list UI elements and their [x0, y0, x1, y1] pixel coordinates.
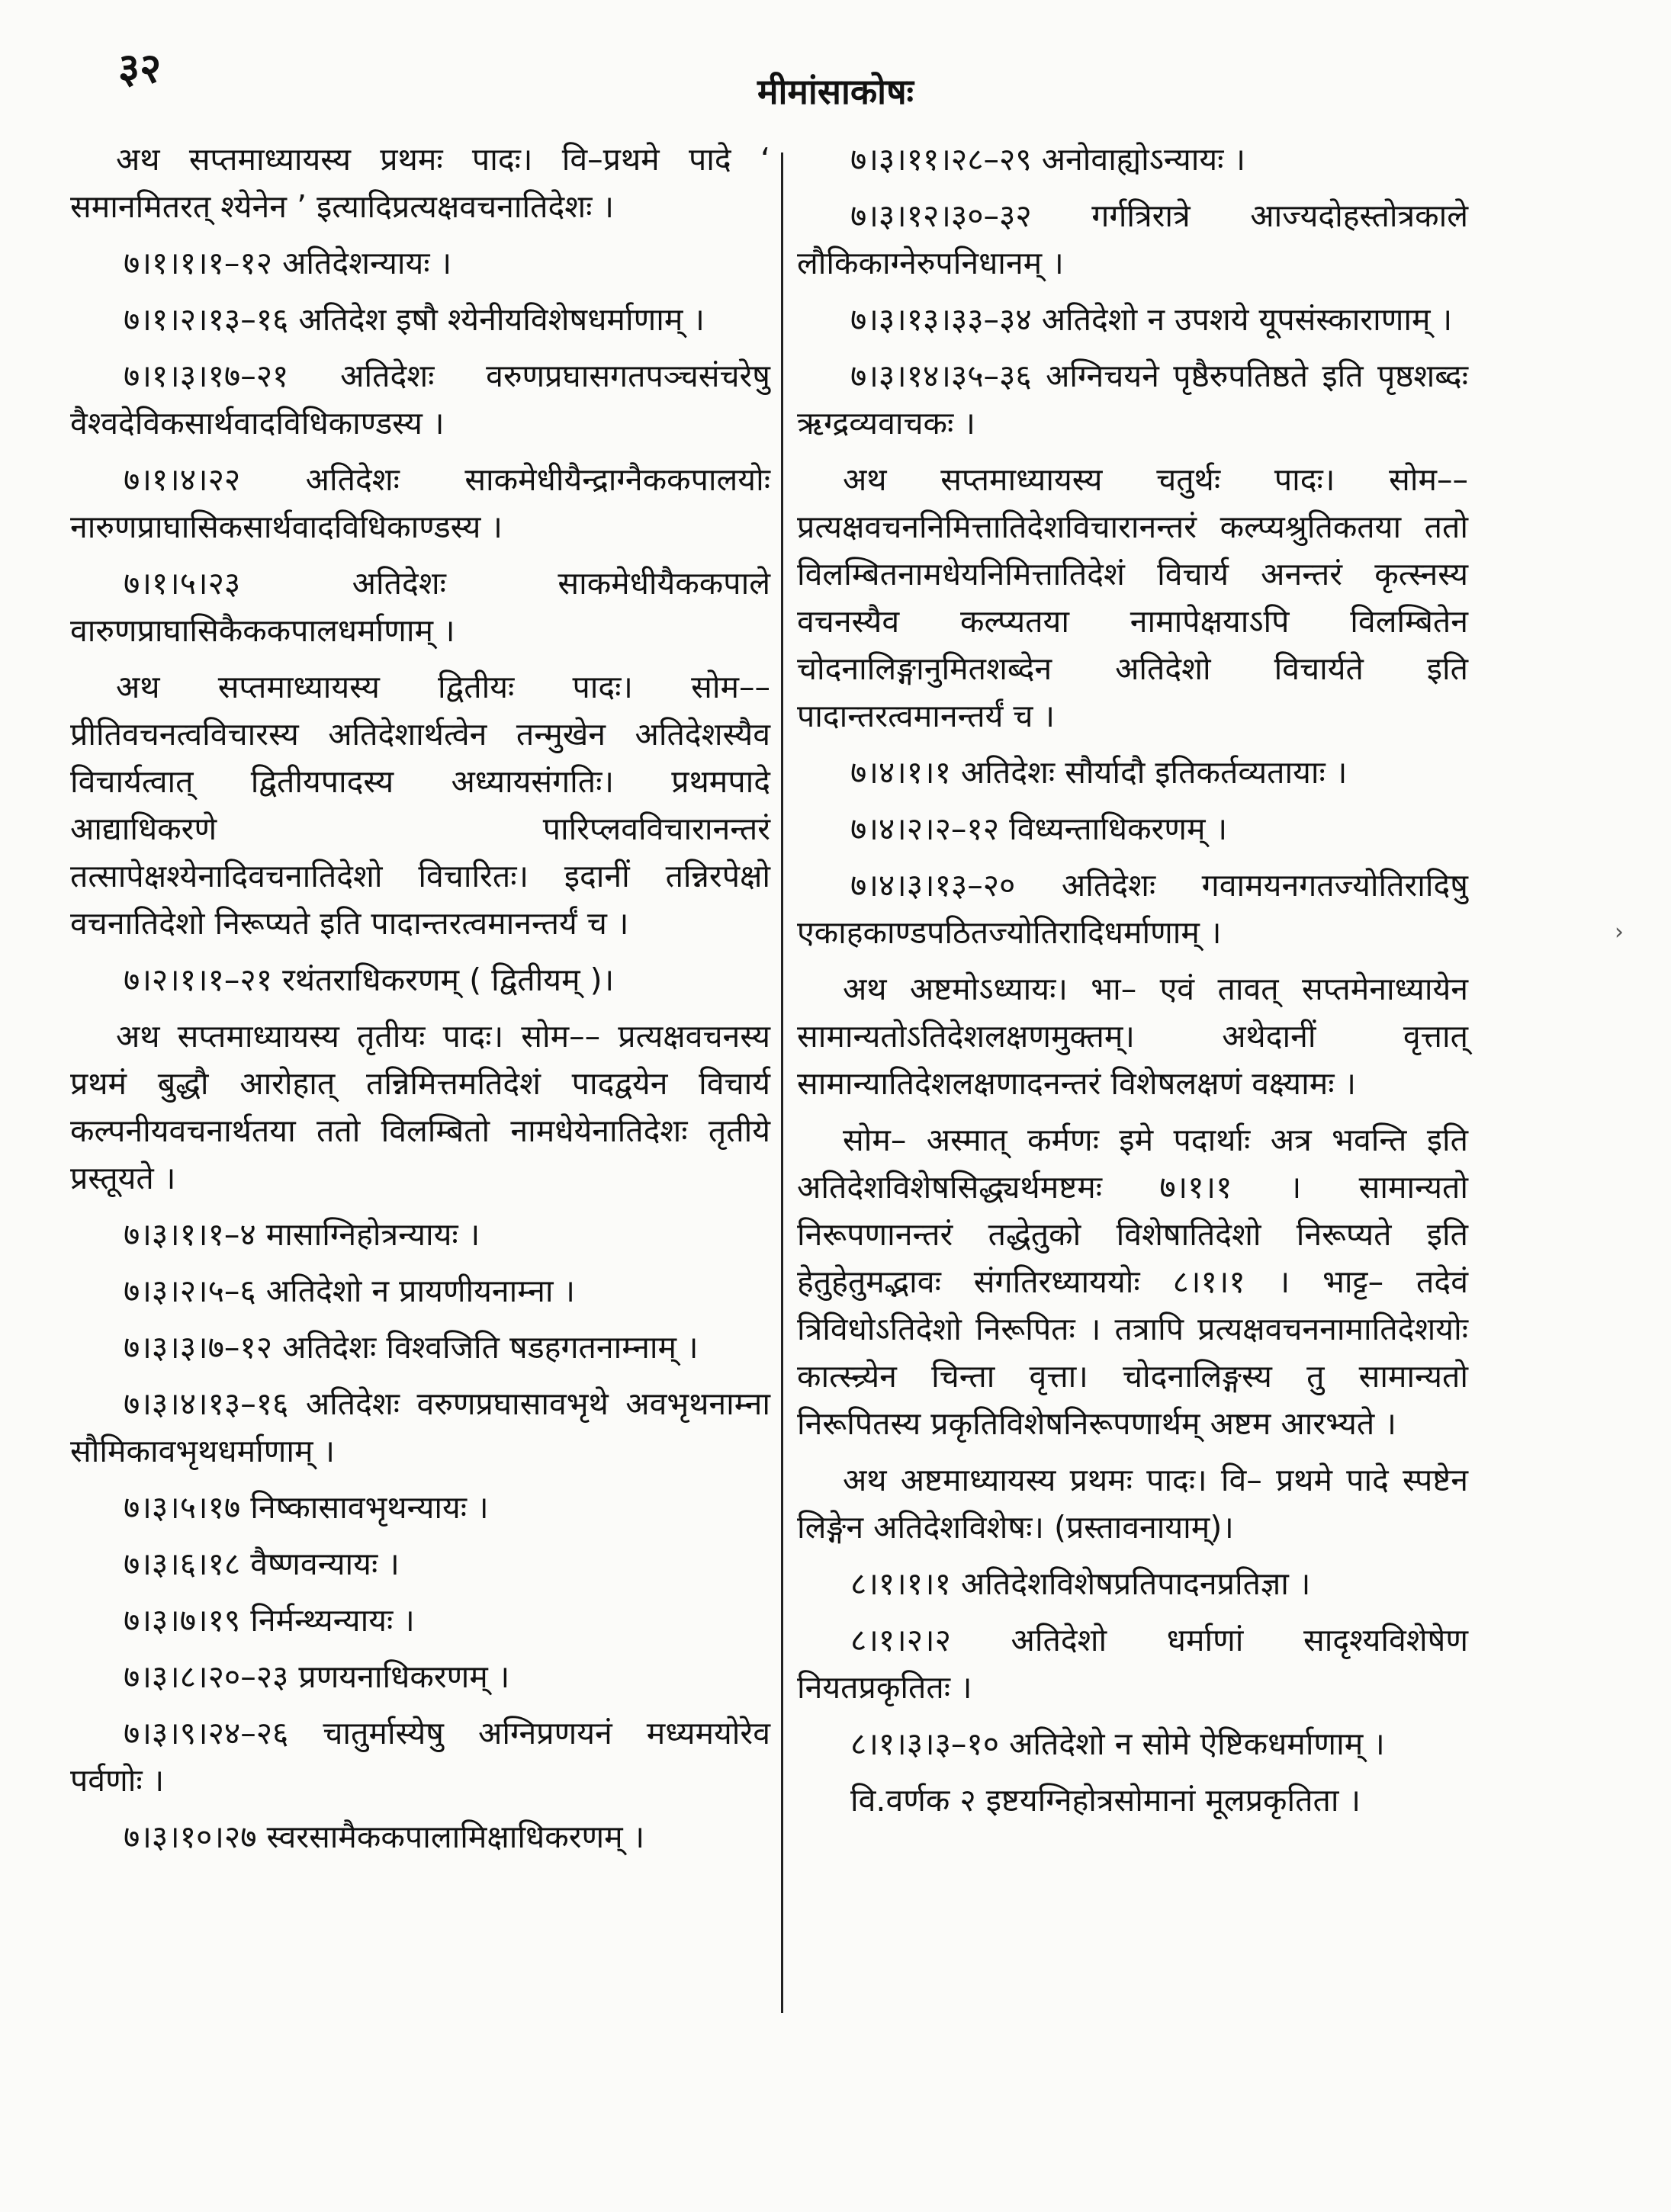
- index-entry: ७।३।८।२०–२३ प्रणयनाधिकरणम् ।: [124, 1658, 510, 1695]
- index-entry: ७।३।१०।२७ स्वरसामैककपालामिक्षाधिकरणम् ।: [124, 1819, 645, 1855]
- section-heading-paragraph: अथ सप्तमाध्यायस्य चतुर्थः पादः। सोम–– प्रत्यक्षवचननिमित्तातिदेशविचारानन्तरं कल्प्यश्रुतिकतया ततो विलम्बितनामधेयनिमित्तातिदेशं विचार्य अनन्तरं कृत्स्नस्य वचनस्यैव कल्प्यतया नामापेक्षयाऽपि विलम्बितेन चोदनालिङ्गानुमितशब्देन अतिदेशो विचार्यते इति पादान्तरत्वमानन्तर्यं च ।: [797, 461, 1468, 734]
- left-column: [70, 136, 770, 2182]
- index-entry: ८।१।२।२ अतिदेशो धर्माणां सादृश्यविशेषेण नियतप्रकृतितः ।: [797, 1622, 1468, 1706]
- page-number: ३२: [118, 44, 162, 92]
- index-entry: ७।३।५।१७ निष्कासावभृथन्यायः ।: [124, 1489, 489, 1526]
- index-entry: ७।२।१।१–२१ रथंतराधिकरणम् ( द्वितीयम् )।: [124, 962, 615, 998]
- section-heading-paragraph: सोम– अस्मात् कर्मणः इमे पदार्थाः अत्र भवन्ति इति अतिदेशविशेषसिद्ध्यर्थमष्टमः ७।१।१ । सामान्यतो निरूपणानन्तरं तद्धेतुको विशेषातिदेशो निरूप्यते इति हेतुहेतुमद्भावः संगतिरध्याययोः ८।१।१ । भाट्ट– तदेवं त्रिविधोऽतिदेशो निरूपितः । तत्रापि प्रत्यक्षवचननामातिदेशयोः कात्स्न्र्येन चिन्ता वृत्ता। चोदनालिङ्गस्य तु सामान्यतो निरूपितस्य प्रकृतिविशेषनिरूपणार्थम् अष्टम आरभ्यते ।: [797, 1122, 1468, 1442]
- section-heading-paragraph: अथ सप्तमाध्यायस्य प्रथमः पादः। वि–प्रथमे पादे ‘ समानमितरत् श्येनेन ’ इत्यादिप्रत्यक्षवचनातिदेशः ।: [70, 141, 770, 225]
- index-entry: ७।४।२।२–१२ विध्यन्ताधिकरणम् ।: [850, 811, 1228, 847]
- index-entry: ७।३।११।२८–२९ अनोवाह्योऽन्यायः ।: [850, 141, 1245, 178]
- index-entry: ७।३।१।१–४ मासाग्निहोत्रन्यायः ।: [124, 1216, 480, 1253]
- section-heading-paragraph: अथ सप्तमाध्यायस्य द्वितीयः पादः। सोम–– प्रीतिवचनत्वविचारस्य अतिदेशार्थत्वेन तन्मुखेन अतिदेशस्यैव विचार्यत्वात् द्वितीयपादस्य अध्यायसंगतिः। प्रथमपादे आद्याधिकरणे पारिप्लवविचारानन्तरं तत्सापेक्षश्येनादिवचनातिदेशो विचारितः। इदानीं तन्निरपेक्षो वचनातिदेशो निरूप्यते इति पादान्तरत्वमानन्तर्यं च ।: [70, 669, 770, 942]
- index-entry: ७।१।२।१३–१६ अतिदेश इषौ श्येनीयविशेषधर्माणाम् ।: [124, 301, 705, 338]
- index-entry: ७।३।१३।३३–३४ अतिदेशो न उपशये यूपसंस्काराणाम् ।: [850, 301, 1453, 338]
- index-entry: वि.वर्णक २ इष्टयग्निहोत्रसोमानां मूलप्रकृतिता ।: [850, 1782, 1361, 1819]
- index-entry: ८।१।१।१ अतिदेशविशेषप्रतिपादनप्रतिज्ञा ।: [850, 1565, 1311, 1602]
- index-entry: ७।१।४।२२ अतिदेशः साकमेधीयैन्द्राग्नैककपालयोः नारुणप्राघासिकसार्थवादविधिकाण्डस्य ।: [70, 461, 770, 545]
- index-entry: ७।४।३।१३–२० अतिदेशः गवामयनगतज्योतिरादिषु एकाहकाण्डपठितज्योतिरादिधर्माणाम् ।: [797, 867, 1468, 951]
- index-entry: ७।१।१।१–१२ अतिदेशन्यायः ।: [124, 245, 452, 281]
- index-entry: ७।३।६।१८ वैष्णवन्यायः ।: [124, 1546, 400, 1582]
- page-title: मीमांसाकोषः: [757, 71, 914, 112]
- index-entry: ७।३।१४।३५–३६ अग्निचयने पृष्ठैरुपतिष्ठते इति पृष्ठशब्दः ऋग्द्रव्यवाचकः ।: [797, 358, 1468, 441]
- index-entry: ७।३।९।२४–२६ चातुर्मास्येषु अग्निप्रणयनं मध्यमयोरेव पर्वणोः ।: [70, 1715, 770, 1799]
- index-entry: ७।३।२।५–६ अतिदेशो न प्रायणीयनाम्ना ।: [124, 1273, 576, 1309]
- index-entry: ८।१।३।३–१० अतिदेशो न सोमे ऐष्टिकधर्माणाम् ।: [850, 1726, 1385, 1762]
- section-heading-paragraph: अथ अष्टमाध्यायस्य प्रथमः पादः। वि– प्रथमे पादे स्पष्टेन लिङ्गेन अतिदेशविशेषः। (प्रस्तावनायाम्)।: [797, 1462, 1468, 1546]
- section-heading-paragraph: अथ सप्तमाध्यायस्य तृतीयः पादः। सोम–– प्रत्यक्षवचनस्य प्रथमं बुद्धौ आरोहात् तन्निमित्तमतिदेशं पादद्वयेन विचार्य कल्पनीयवचनार्थतया ततो विलम्बितो नामधेयेनातिदेशः तृतीये प्रस्तूयते ।: [70, 1018, 770, 1196]
- index-entry: ७।३।४।१३–१६ अतिदेशः वरुणप्रघासावभृथे अवभृथनाम्ना सौमिकावभृथधर्माणाम् ।: [70, 1385, 770, 1469]
- index-entry: ७।४।१।१ अतिदेशः सौर्यादौ इतिकर्तव्यतायाः ।: [850, 754, 1348, 791]
- index-entry: ७।३।३।७–१२ अतिदेशः विश्वजिति षडहगतनाम्नाम् ।: [124, 1329, 699, 1366]
- section-heading-paragraph: अथ अष्टमोऽध्यायः। भा– एवं तावत् सप्तमेनाध्यायेन सामान्यतोऽतिदेशलक्षणमुक्तम्। अथेदानीं वृत्तात् सामान्यातिदेशलक्षणादनन्तरं विशेषलक्षणं वक्ष्यामः ।: [797, 971, 1468, 1102]
- right-column: [797, 136, 1468, 2182]
- index-entry: ७।३।१२।३०–३२ गर्गत्रिरात्रे आज्यदोहस्तोत्रकाले लौकिकाग्नेरुपनिधानम् ।: [797, 197, 1468, 281]
- margin-mark: ›: [1615, 919, 1624, 945]
- index-entry: ७।१।५।२३ अतिदेशः साकमेधीयैककपाले वारुणप्राघासिकैककपालधर्माणाम् ।: [70, 565, 770, 649]
- index-entry: ७।३।७।१९ निर्मन्थ्यन्यायः ।: [124, 1602, 415, 1639]
- column-divider: [781, 152, 783, 2013]
- index-entry: ७।१।३।१७–२१ अतिदेशः वरुणप्रघासगतपञ्चसंचरेषु वैश्वदेविकसार्थवादविधिकाण्डस्य ।: [70, 358, 770, 441]
